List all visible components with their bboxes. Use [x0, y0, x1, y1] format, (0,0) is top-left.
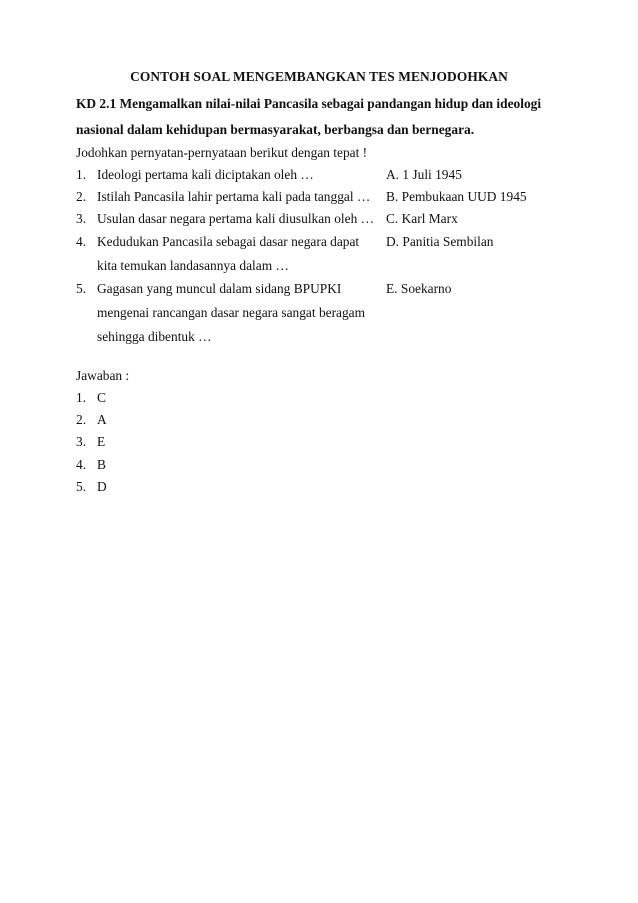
answers-label: Jawaban : — [76, 368, 130, 383]
answer-number: 2. — [76, 412, 87, 427]
question-text: Usulan dasar negara pertama kali diusulkan oleh … — [97, 211, 375, 226]
page-title: CONTOH SOAL MENGEMBANGKAN TES MENJODOHKAN — [130, 69, 508, 84]
option-e: E. Soekarno — [386, 281, 452, 296]
answer-value: B — [97, 457, 106, 472]
question-text-continued: kita temukan landasannya dalam … — [97, 258, 289, 273]
answer-number: 4. — [76, 457, 87, 472]
kd-line-1: KD 2.1 Mengamalkan nilai-nilai Pancasila sebagai pandangan hidup dan ideologi — [76, 96, 542, 111]
question-number: 4. — [76, 234, 87, 249]
question-text: Istilah Pancasila lahir pertama kali pada tanggal … — [97, 189, 371, 204]
instruction-text: Jodohkan pernyatan-pernyataan berikut dengan tepat ! — [76, 145, 368, 160]
question-text: Gagasan yang muncul dalam sidang BPUPKI — [97, 281, 342, 296]
question-number: 3. — [76, 211, 87, 226]
question-number: 2. — [76, 189, 87, 204]
answer-value: C — [97, 390, 106, 405]
answer-number: 5. — [76, 479, 87, 494]
answer-value: A — [97, 412, 107, 427]
answer-number: 1. — [76, 390, 87, 405]
option-c: C. Karl Marx — [386, 211, 458, 226]
answer-value: D — [97, 479, 107, 494]
question-text: Kedudukan Pancasila sebagai dasar negara dapat — [97, 234, 360, 249]
question-text: Ideologi pertama kali diciptakan oleh … — [97, 167, 314, 182]
answer-number: 3. — [76, 434, 87, 449]
question-number: 5. — [76, 281, 87, 296]
option-b: B. Pembukaan UUD 1945 — [386, 189, 527, 204]
option-d: D. Panitia Sembilan — [386, 234, 494, 249]
question-text-continued: mengenai rancangan dasar negara sangat beragam — [97, 305, 366, 320]
option-a: A. 1 Juli 1945 — [386, 167, 462, 182]
question-number: 1. — [76, 167, 87, 182]
question-text-continued: sehingga dibentuk … — [97, 329, 212, 344]
kd-line-2: nasional dalam kehidupan bermasyarakat, berbangsa dan bernegara. — [76, 122, 475, 137]
answer-value: E — [97, 434, 106, 449]
